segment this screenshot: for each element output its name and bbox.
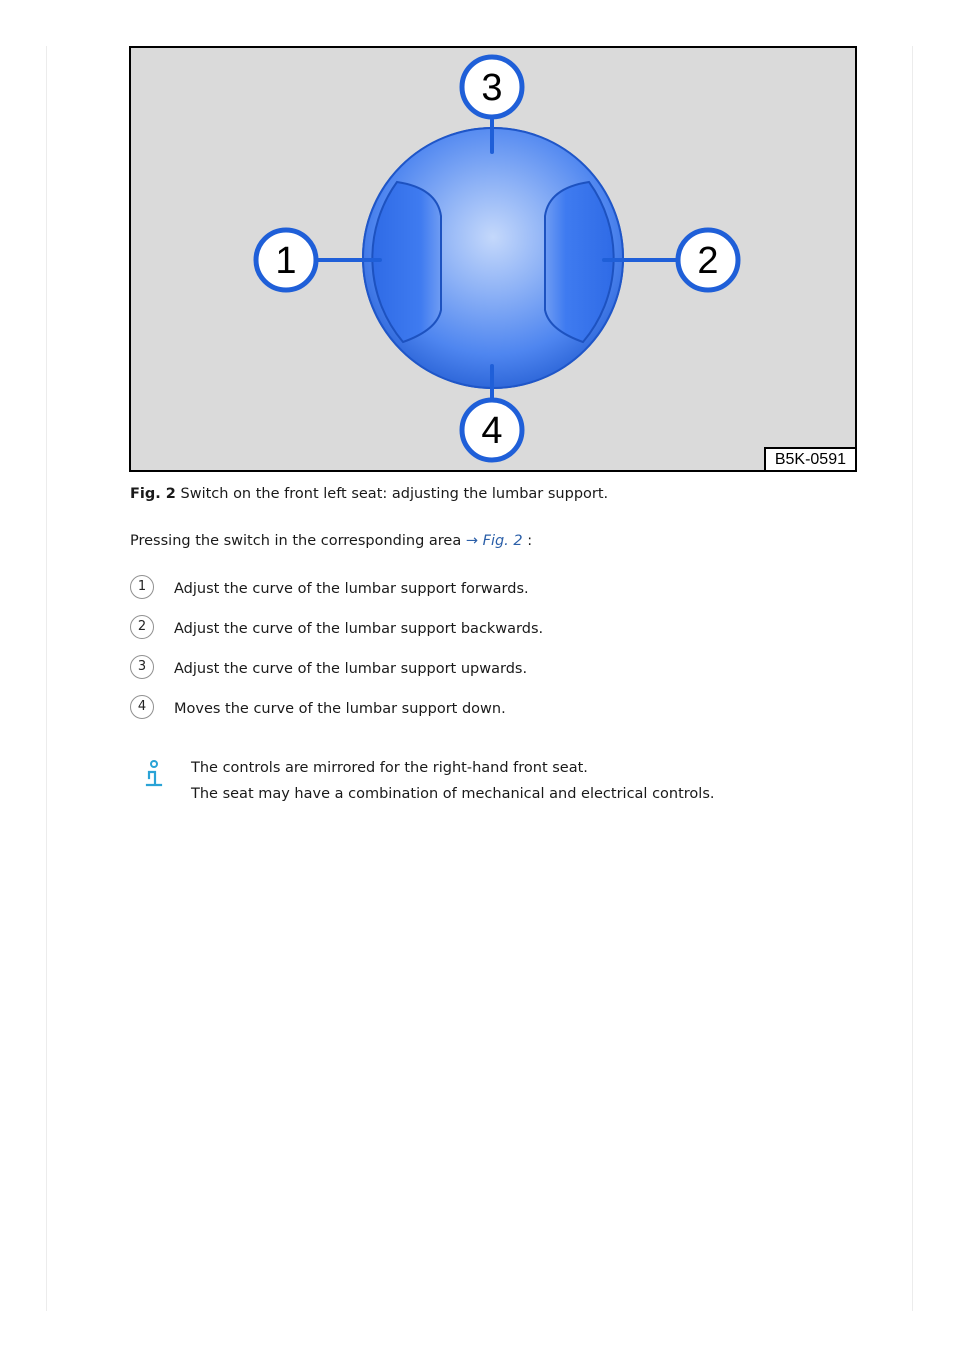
intro-paragraph [130, 533, 532, 549]
note-box [191, 760, 715, 812]
item-text: Adjust the curve of the lumbar support backwards. [174, 621, 544, 637]
page-margin-line-right [912, 46, 913, 1311]
item-number-badge: 2 [130, 615, 154, 639]
callout-3 [462, 57, 522, 117]
callout-3-label: 3 [481, 67, 503, 109]
callout-4 [462, 400, 522, 460]
lumbar-switch-figure [129, 46, 857, 472]
figure-caption [130, 486, 608, 502]
item-number-badge: 1 [130, 575, 154, 599]
lumbar-switch-illustration [131, 48, 855, 470]
note-line: The controls are mirrored for the right-hand front seat. [191, 760, 588, 776]
callout-1-label: 1 [275, 240, 297, 282]
item-text: Adjust the curve of the lumbar support upwards. [174, 661, 528, 677]
page-margin-line-left [46, 46, 47, 1311]
figure-reference-link[interactable] [466, 533, 523, 549]
callout-2 [678, 230, 738, 290]
figure-code: B5K-0591 [764, 447, 855, 470]
item-number-badge: 3 [130, 655, 154, 679]
item-number-badge: 4 [130, 695, 154, 719]
item-text: Moves the curve of the lumbar support down. [174, 701, 506, 717]
intro-suffix: : [522, 533, 533, 549]
figure-reference-label: Fig. 2 [482, 533, 523, 549]
seat-switch-knob [363, 128, 623, 388]
figure-caption-text: Switch on the front left seat: adjusting the lumbar support. [180, 486, 609, 502]
arrow-right-icon: → [465, 533, 478, 549]
callout-4-label: 4 [481, 410, 503, 452]
callout-1 [256, 230, 316, 290]
callout-2-label: 2 [697, 240, 719, 282]
intro-text: Pressing the switch in the corresponding area [130, 533, 466, 549]
item-text: Adjust the curve of the lumbar support forwards. [174, 581, 529, 597]
figure-caption-label: Fig. 2 [130, 486, 176, 502]
info-icon [143, 760, 165, 790]
note-line: The seat may have a combination of mechanical and electrical controls. [191, 786, 715, 802]
